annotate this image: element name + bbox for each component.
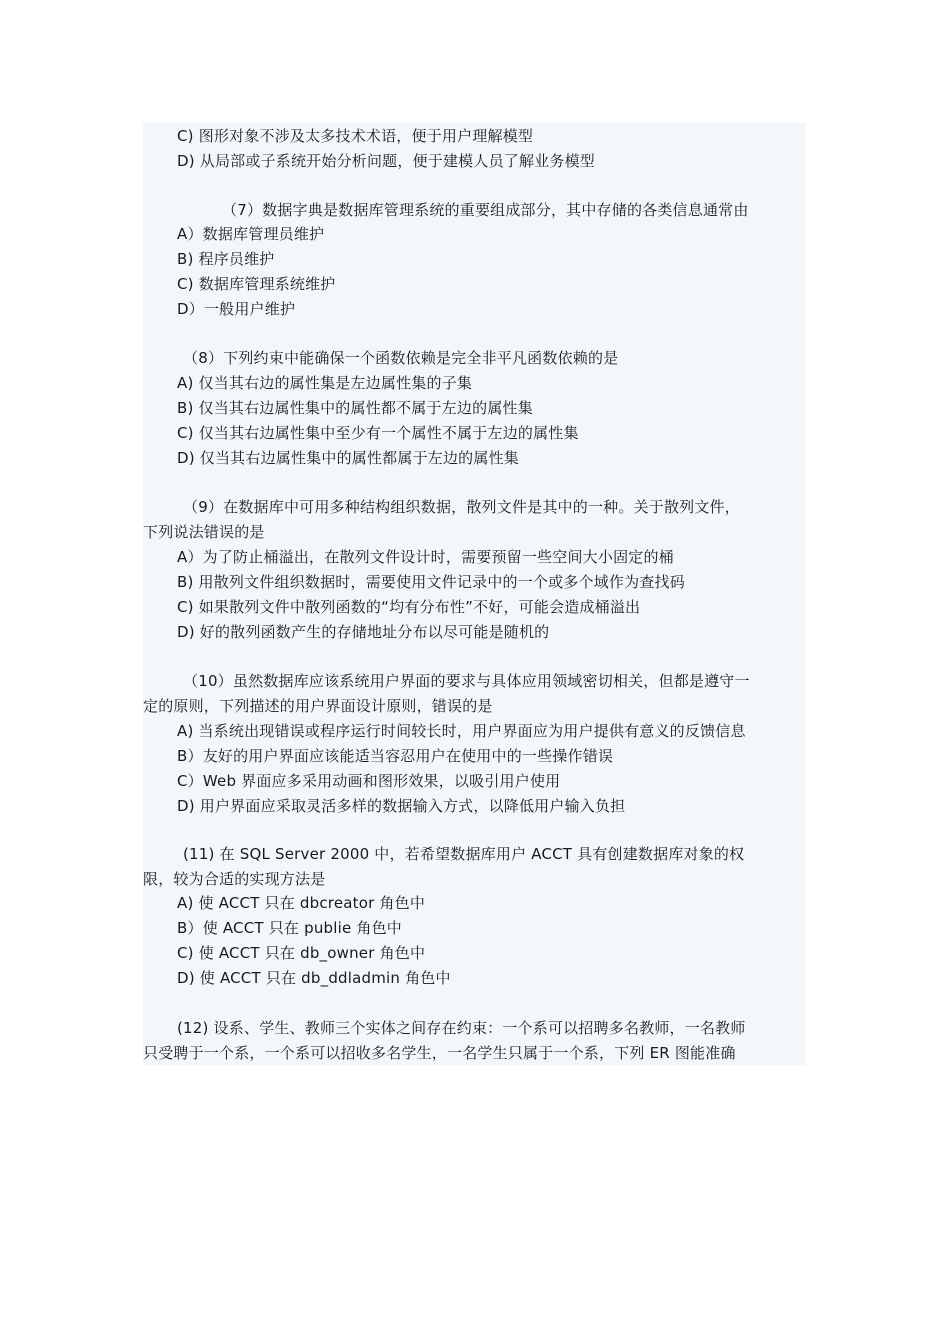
option-d-q10: D) 用户界面应采取灵活多样的数据输入方式，以降低用户输入负担: [177, 797, 626, 815]
question-9-line-2: 下列说法错误的是: [143, 523, 265, 541]
question-7: （7）数据字典是数据库管理系统的重要组成部分，其中存储的各类信息通常由: [222, 201, 749, 219]
option-b-q9: B) 用散列文件组织数据时，需要使用文件记录中的一个或多个域作为查找码: [177, 573, 685, 591]
option-b-q8: B) 仅当其右边属性集中的属性都不属于左边的属性集: [177, 399, 533, 417]
option-c-q6: C) 图形对象不涉及太多技术术语，便于用户理解模型: [177, 127, 534, 145]
option-c-q9: C) 如果散列文件中散列函数的“均有分布性”不好，可能会造成桶溢出: [177, 598, 641, 616]
option-d-q9: D) 好的散列函数产生的存储地址分布以尽可能是随机的: [177, 623, 550, 641]
question-12-line-1: (12) 设系、学生、教师三个实体之间存在约束：一个系可以招聘多名教师，一名教师: [177, 1019, 746, 1037]
option-d-q11: D) 使 ACCT 只在 db_ddladmin 角色中: [177, 969, 451, 987]
option-a-q9: A）为了防止桶溢出，在散列文件设计时，需要预留一些空间大小固定的桶: [177, 548, 674, 566]
option-d-q8: D) 仅当其右边属性集中的属性都属于左边的属性集: [177, 449, 519, 467]
option-d-q6: D) 从局部或子系统开始分析问题，便于建模人员了解业务模型: [177, 152, 595, 170]
question-8: （8）下列约束中能确保一个函数依赖是完全非平凡函数依赖的是: [183, 349, 619, 367]
question-9-line-1: （9）在数据库中可用多种结构组织数据，散列文件是其中的一种。关于散列文件，: [183, 498, 740, 516]
option-a-q8: A) 仅当其右边的属性集是左边属性集的子集: [177, 374, 473, 392]
option-c-q11: C) 使 ACCT 只在 db_owner 角色中: [177, 944, 426, 962]
question-12-line-2: 只受聘于一个系，一个系可以招收多名学生，一名学生只属于一个系，下列 ER 图能准确: [143, 1044, 736, 1062]
document-page: [143, 123, 806, 1065]
question-11-line-2: 限，较为合适的实现方法是: [143, 870, 326, 888]
question-10-line-2: 定的原则，下列描述的用户界面设计原则，错误的是: [143, 697, 493, 715]
option-a-q11: A) 使 ACCT 只在 dbcreator 角色中: [177, 894, 426, 912]
option-b-q10: B）友好的用户界面应该能适当容忍用户在使用中的一些操作错误: [177, 747, 614, 765]
option-a-q7: A）数据库管理员维护: [177, 225, 325, 243]
option-d-q7: D）一般用户维护: [177, 300, 296, 318]
option-c-q7: C) 数据库管理系统维护: [177, 275, 336, 293]
option-b-q11: B）使 ACCT 只在 publie 角色中: [177, 919, 402, 937]
question-10-line-1: （10）虽然数据库应该系统用户界面的要求与具体应用领域密切相关，但都是遵守一: [183, 672, 750, 690]
question-11-line-1: (11) 在 SQL Server 2000 中，若希望数据库用户 ACCT 具有创建数据库对象的权: [183, 845, 745, 863]
option-c-q10: C）Web 界面应多采用动画和图形效果，以吸引用户使用: [177, 772, 561, 790]
option-c-q8: C) 仅当其右边属性集中至少有一个属性不属于左边的属性集: [177, 424, 579, 442]
option-b-q7: B) 程序员维护: [177, 250, 275, 268]
option-a-q10: A) 当系统出现错误或程序运行时间较长时，用户界面应为用户提供有意义的反馈信息: [177, 722, 746, 740]
